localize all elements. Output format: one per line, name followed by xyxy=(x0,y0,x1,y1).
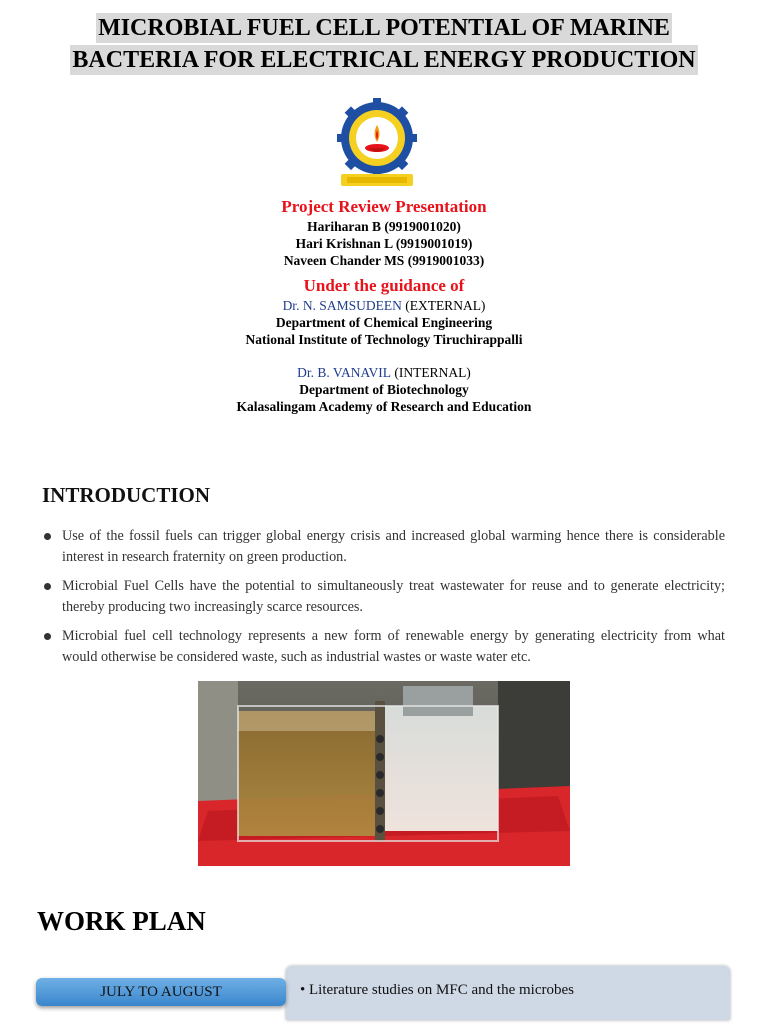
work-plan-heading: WORK PLAN xyxy=(37,906,206,936)
bullet-3: Microbial fuel cell technology represents a new form of renewable energy by generating electricity from what would otherwise be considered waste, such as industrial wastes or waste water etc. xyxy=(42,626,725,668)
timeline-period: JULY TO AUGUST xyxy=(36,978,286,1006)
mfc-apparatus-photo xyxy=(198,681,570,866)
guidance-heading: Under the guidance of xyxy=(303,276,465,295)
member-1: Hariharan B (9919001020) xyxy=(307,219,461,234)
external-guide-dept: Department of Chemical Engineering xyxy=(275,315,493,330)
internal-guide-name: Dr. B. VANAVIL xyxy=(297,365,391,380)
title-line-2: BACTERIA FOR ELECTRICAL ENERGY PRODUCTION xyxy=(72,47,696,73)
member-2: Hari Krishnan L (9919001019) xyxy=(295,236,473,251)
internal-guide xyxy=(0,364,768,381)
bullet-1: Use of the fossil fuels can trigger global energy crisis and increased global warming hence there is considerable interest in research fraternity on green production. xyxy=(42,526,725,568)
document-title xyxy=(0,12,768,76)
presentation-block xyxy=(0,196,768,269)
external-guide-name: Dr. N. SAMSUDEEN xyxy=(282,298,402,313)
kalasalingam-logo-icon xyxy=(335,98,419,190)
timeline-task-box xyxy=(286,966,730,1020)
timeline-task-text: Literature studies on MFC and the microbes xyxy=(309,982,574,998)
internal-guide-dept: Department of Biotechnology xyxy=(299,382,469,397)
internal-guide-block xyxy=(0,364,768,415)
external-guide-inst: National Institute of Technology Tiruchirappalli xyxy=(245,332,523,347)
title-line-1: MICROBIAL FUEL CELL POTENTIAL OF MARINE xyxy=(98,15,670,41)
external-guide-role: (EXTERNAL) xyxy=(405,298,486,313)
timeline-task: • Literature studies on MFC and the microbes xyxy=(300,982,574,998)
member-3: Naveen Chander MS (9919001033) xyxy=(283,253,485,268)
external-guide xyxy=(0,297,768,314)
introduction-heading: INTRODUCTION xyxy=(42,483,211,507)
bullet-2: Microbial Fuel Cells have the potential to simultaneously treat wastewater for reuse and to generate electricity; thereby producing two increasingly scarce resources. xyxy=(42,576,725,618)
internal-guide-inst: Kalasalingam Academy of Research and Education xyxy=(236,399,532,414)
guidance-block xyxy=(0,275,768,348)
introduction-bullets xyxy=(42,526,725,676)
internal-guide-role: (INTERNAL) xyxy=(394,365,471,380)
presentation-heading: Project Review Presentation xyxy=(281,197,487,216)
